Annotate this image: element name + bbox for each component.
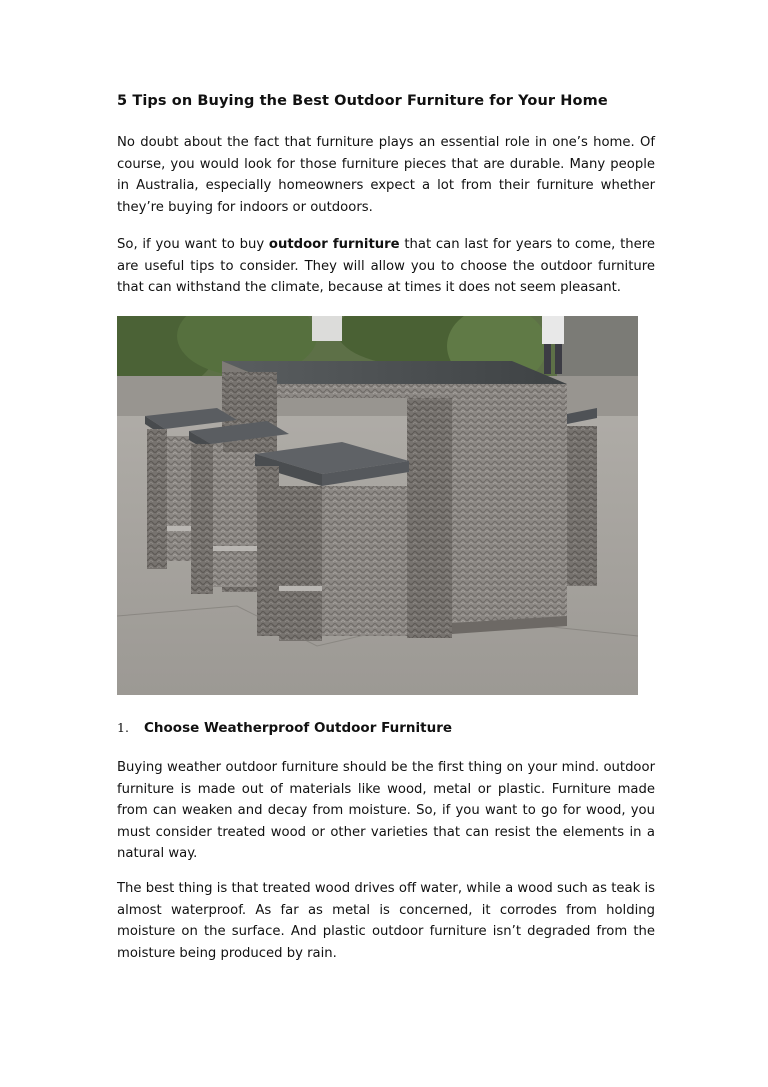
furniture-photo [117, 316, 638, 695]
section-1-paragraph-2: The best thing is that treated wood drives off water, while a wood such as teak is almost waterproof. As far as metal is concerned, it corrodes from holding moisture on the surface. And plastic outdoor furniture isn’t degraded from the moisture being produced by rain. [117, 881, 655, 961]
document-title: 5 Tips on Buying the Best Outdoor Furniture for Your Home [117, 93, 608, 109]
intro-paragraph-1: No doubt about the fact that furniture plays an essential role in one’s home. Of course, you would look for those furniture pieces that are durable. Many people in Australia, especially homeowners expect a lot from their furniture whether they’re buying for indoors or outdoors. [117, 135, 655, 215]
section-1-heading [117, 720, 452, 736]
section-1-paragraph-1: Buying weather outdoor furniture should be the first thing on your mind. outdoor furniture is made out of materials like wood, metal or plastic. Furniture made from can weaken and decay from moisture. So, if you want to go for wood, you must consider treated wood or other varieties that can resist the elements in a natural way. [117, 760, 655, 861]
outdoor-furniture-bold-link: outdoor furniture [268, 237, 400, 252]
section-1-number: 1. [117, 720, 129, 735]
intro-paragraph-2-start: So, if you want to buy [117, 237, 269, 252]
intro-paragraph-2 [117, 234, 655, 299]
intro-paragraph-2-end: that can last for years to come, there are useful tips to consider. They will allow you to choose the outdoor furniture that can withstand the climate, because at times it does not seem pleasant. [117, 237, 655, 295]
section-1-heading-text: Choose Weatherproof Outdoor Furniture [144, 720, 453, 736]
